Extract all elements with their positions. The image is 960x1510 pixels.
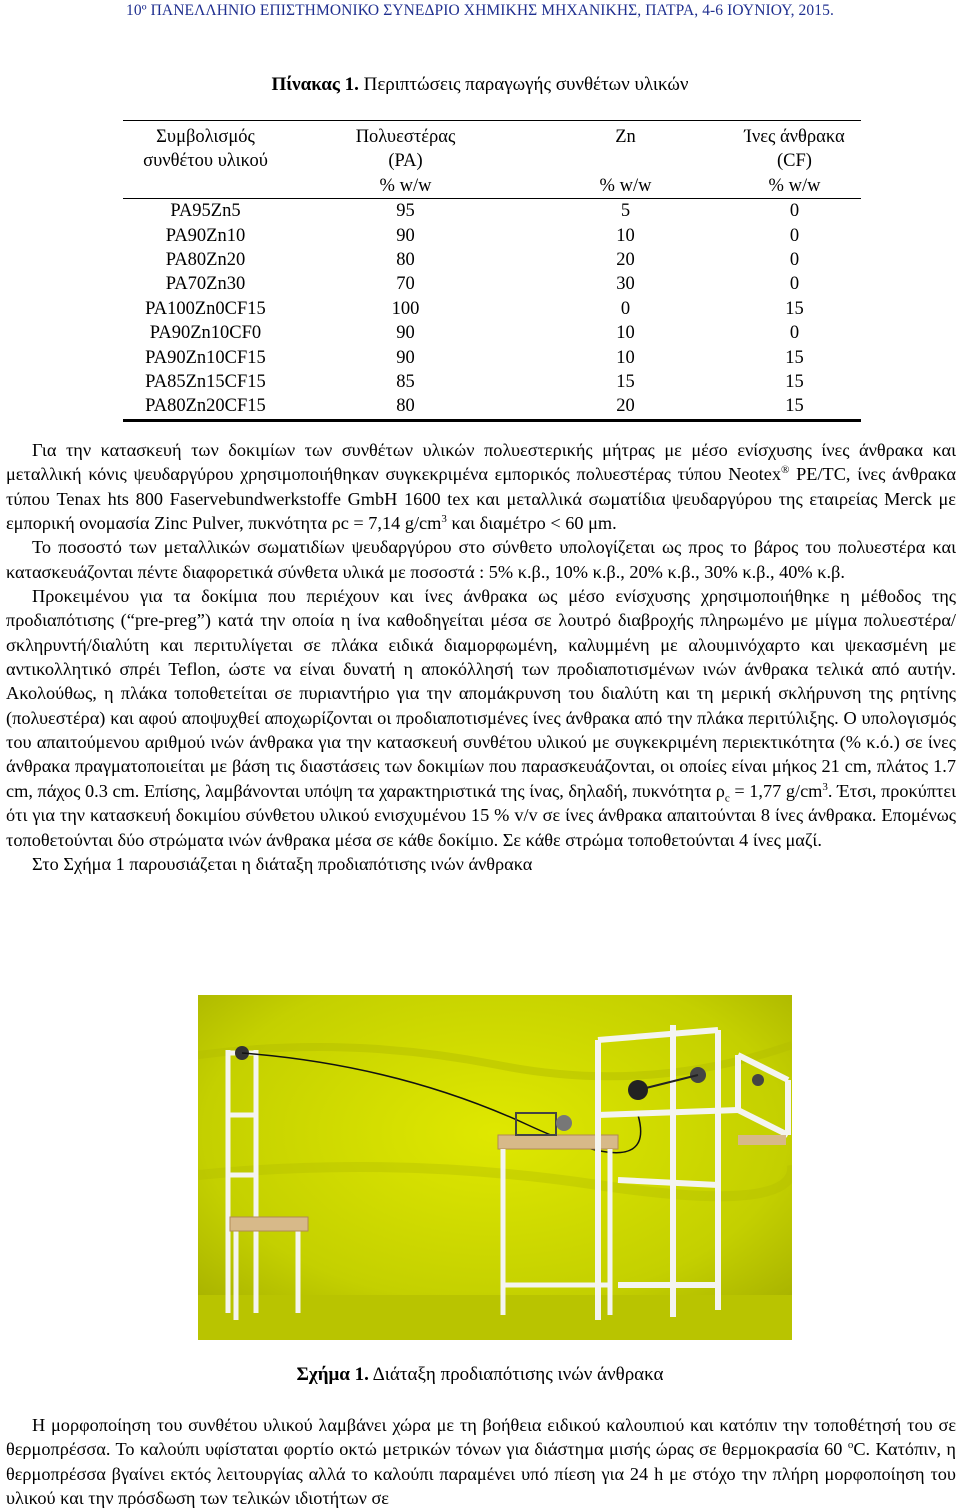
paragraph-text: Η μορφοποίηση του συνθέτου υλικού λαμβάνει χώρα με τη βοήθεια ειδικού καλουπιού και κατόπιν την τοποθέτησή του σε θερμοπρέσσα. Το καλούπι υφίσταται φορτίο οκτώ μετρικών τόνων για διάστημα μισής ώρας σε θερμοκρασία 60 (6, 1415, 956, 1460)
cell: 15 (616, 372, 635, 393)
table-row (123, 248, 861, 272)
header-cell: Zn (523, 121, 728, 150)
figure-caption-text: Διάταξη προδιαπότισης ινών άνθρακα (368, 1364, 664, 1385)
paragraph: Το ποσοστό των μεταλλικών σωματιδίων ψευδαργύρου στο σύνθετο υπολογίζεται ως προς το βάρος του πολυεστέρα και κατασκευάζονται πέντε διαφορετικά σύνθετα υλικά με ποσοστά : 5% κ.β., 10% κ.β., 20% κ.β., 30% κ.β., 40% κ.β. (6, 537, 956, 582)
cell: PA90Zn10CF15 (145, 347, 266, 368)
header-cell (523, 149, 728, 173)
cell: 0 (789, 323, 800, 344)
figure-caption-label: Σχήμα 1. (296, 1364, 369, 1385)
cell: PA95Zn5 (170, 201, 241, 222)
cell: 10 (616, 347, 635, 368)
paragraph (6, 1413, 956, 1510)
figure-caption (0, 1364, 960, 1386)
table-caption-label: Πίνακας 1. (271, 74, 359, 95)
paragraph-text: = 1,77 g/cm (729, 780, 823, 801)
cell: 0 (789, 250, 800, 271)
paragraph: Στο Σχήμα 1 παρουσιάζεται η διάταξη προδιαπότισης ινών άνθρακα (32, 853, 533, 874)
header-cell: (PA) (388, 151, 423, 172)
table-header (123, 121, 861, 199)
superscript: 3 (822, 780, 828, 793)
table-body (123, 199, 861, 421)
cell: 20 (523, 394, 728, 420)
header-cell: % w/w (523, 174, 728, 199)
cell: 0 (789, 201, 800, 222)
header-cell: συνθέτου υλικού (143, 151, 268, 172)
cell: 10 (616, 225, 635, 246)
composites-table (123, 120, 861, 422)
cell: 0 (789, 274, 800, 295)
superscript: o (847, 1439, 854, 1452)
cell: PA90Zn10 (165, 225, 246, 246)
header-cell: Ίνες άνθρακα (728, 121, 861, 150)
cell: 30 (616, 274, 635, 295)
cell: 0 (789, 225, 800, 246)
cell: 100 (391, 298, 420, 319)
table-row (123, 370, 861, 394)
cell: 5 (620, 201, 631, 222)
cell: PA80Zn20 (165, 250, 246, 271)
cell: PA100Zn0CF15 (145, 298, 266, 319)
table-row (123, 224, 861, 248)
cell: 10 (616, 323, 635, 344)
paragraph-text: . Έτσι, προκύπτει ότι για την κατασκευή δοκιμίου σύνθετου υλικού ενισχυμένου 15 % v/v σε ίνες άνθρακα απαιτούνται 8 ίνες άνθρακα. Επομένως τοποθετούνται δύο στρώματα ινών άνθρακα μέσα σε κάθε δοκίμιο. Σε κάθε στρώμα τοποθετούνται 4 ίνες μαζί. (6, 780, 956, 850)
cell: PA90Zn10CF0 (149, 323, 262, 344)
cell: 85 (396, 372, 415, 393)
cell: 80 (396, 250, 415, 271)
cell: 70 (396, 274, 415, 295)
cell: 90 (396, 225, 415, 246)
header-cell: % w/w (728, 174, 861, 199)
table-caption-text: Περιπτώσεις παραγωγής συνθέτων υλικών (358, 74, 689, 95)
paragraph-text: Για την κατασκευή των δοκιμίων των συνθέτων υλικών πολυεστερικής μήτρας με μέσο ενίσχυσης ίνες άνθρακα και μεταλλική κόνις ψευδαργύρου χρησιμοποιήθηκαν συγκεκριμένα εμπορικός πολυεστέρας τύπου Neotex (6, 440, 956, 485)
cell: 0 (620, 298, 631, 319)
table-row (123, 272, 861, 296)
cell: 15 (785, 372, 804, 393)
cell: 15 (785, 347, 804, 368)
cell: 15 (785, 298, 804, 319)
header-cell: Συμβολισμός (123, 121, 288, 150)
paragraph-text: PE/TC, ίνες άνθρακα τύπου Tenax hts 800 Faservebundwerkstoffe GmbH 1600 tex και μεταλλικά σωματίδια ψευδαργύρου της εταιρείας Merck με εμπορική ονομασία Zinc Pulver, πυκνότητα ρc = 7,14 g/cm (6, 464, 956, 534)
table-row (123, 199, 861, 224)
cell: 20 (616, 250, 635, 271)
paragraph (6, 584, 956, 852)
header-cell: (CF) (777, 151, 812, 172)
table-row (123, 394, 861, 420)
subscript: c (724, 792, 730, 805)
paragraph-text: C. Κατόπιν, η θερμοπρέσσα βγαίνει εκτός λειτουργίας αλλά το καλούπι παραμένει υπό πίεση για 24 h με στόχο την πλήρη μορφοποίηση του υλικού και την πρόσδωση των τελικών ιδιοτήτων σε (6, 1439, 956, 1509)
paragraph-text: Προκειμένου για τα δοκίμια που περιέχουν και ίνες άνθρακα ως μέσο ενίσχυσης χρησιμοποιήθηκε η μέθοδος της προδιαπότισης (“pre-preg”) κατά την οποία η ίνα καθοδηγείται μέσα σε λουτρό διαβροχής πληρωμένο με μίγμα πολυεστέρα/σκληρυντή/διαλύτη και περιτυλίγεται σε πλάκα ειδικά διαμορφωμένη, καλυμμένη με αλουμινόχαρτο και ψεκασμένη με αντικολλητικό σπρέι Teflon, ώστε να είναι δυνατή η αποκόλλησή των προδιαποτισμένων ινών άνθρακα τελικά από αυτήν. Ακολούθως, η πλάκα τοποθετείται σε πυριαντήριο για την απομάκρυνση του διαλύτη και τη μερική σκλήρυνση της ρητίνης (πολυεστέρα) και αφού αποψυχθεί αποχωρίζονται οι προδιαποτισμένες ίνες άνθρακα από την πλάκα περιτύλιξης. Ο υπολογισμός του απαιτούμενου αριθμού ινών άνθρακα για την κατασκευή συνθέτου υλικού με συγκεκριμένη περιεκτικότητα (% κ.ό.) σε ίνες άνθρακα πραγματοποιείται με βάση τις διαστάσεις των δοκιμίων που παρασκευάζονται, οι οποίες είναι μήκος 21 cm, πλάτος 1.7 cm, πάχος 0.3 cm. Επίσης, λαμβάνονται υπόψη τα χαρακτηριστικά της ίνας, δηλαδή, πυκνότητα ρ (6, 586, 956, 801)
table-row (123, 321, 861, 345)
cell: 90 (396, 323, 415, 344)
registered-mark: ® (781, 464, 790, 477)
cell: 90 (396, 347, 415, 368)
prepreg-apparatus-photo (198, 995, 792, 1340)
conference-header: 10º ΠΑΝΕΛΛΗΝΙΟ ΕΠΙΣΤΗΜΟΝΙΚΟ ΣΥΝΕΔΡΙΟ ΧΗΜΙΚΗΣ ΜΗΧΑΝΙΚΗΣ, ΠΑΤΡΑ, 4-6 ΙΟΥΝΙΟΥ, 2015. (126, 2, 834, 19)
superscript: 3 (441, 512, 447, 525)
paragraph-text: και διαμέτρο < 60 μm. (446, 513, 617, 534)
header-cell (123, 174, 288, 199)
table-row (123, 297, 861, 321)
table-row (123, 346, 861, 370)
cell: PA70Zn30 (165, 274, 246, 295)
cell: PA80Zn20CF15 (123, 394, 288, 420)
body-text-upper (6, 438, 956, 876)
cell: 15 (728, 394, 861, 420)
cell: PA85Zn15CF15 (145, 372, 266, 393)
cell: 95 (396, 201, 415, 222)
header-cell: Πολυεστέρας (288, 121, 523, 150)
body-text-lower (6, 1413, 956, 1510)
table-caption (0, 74, 960, 96)
cell: 80 (288, 394, 523, 420)
paragraph (6, 438, 956, 535)
header-cell: % w/w (288, 174, 523, 199)
